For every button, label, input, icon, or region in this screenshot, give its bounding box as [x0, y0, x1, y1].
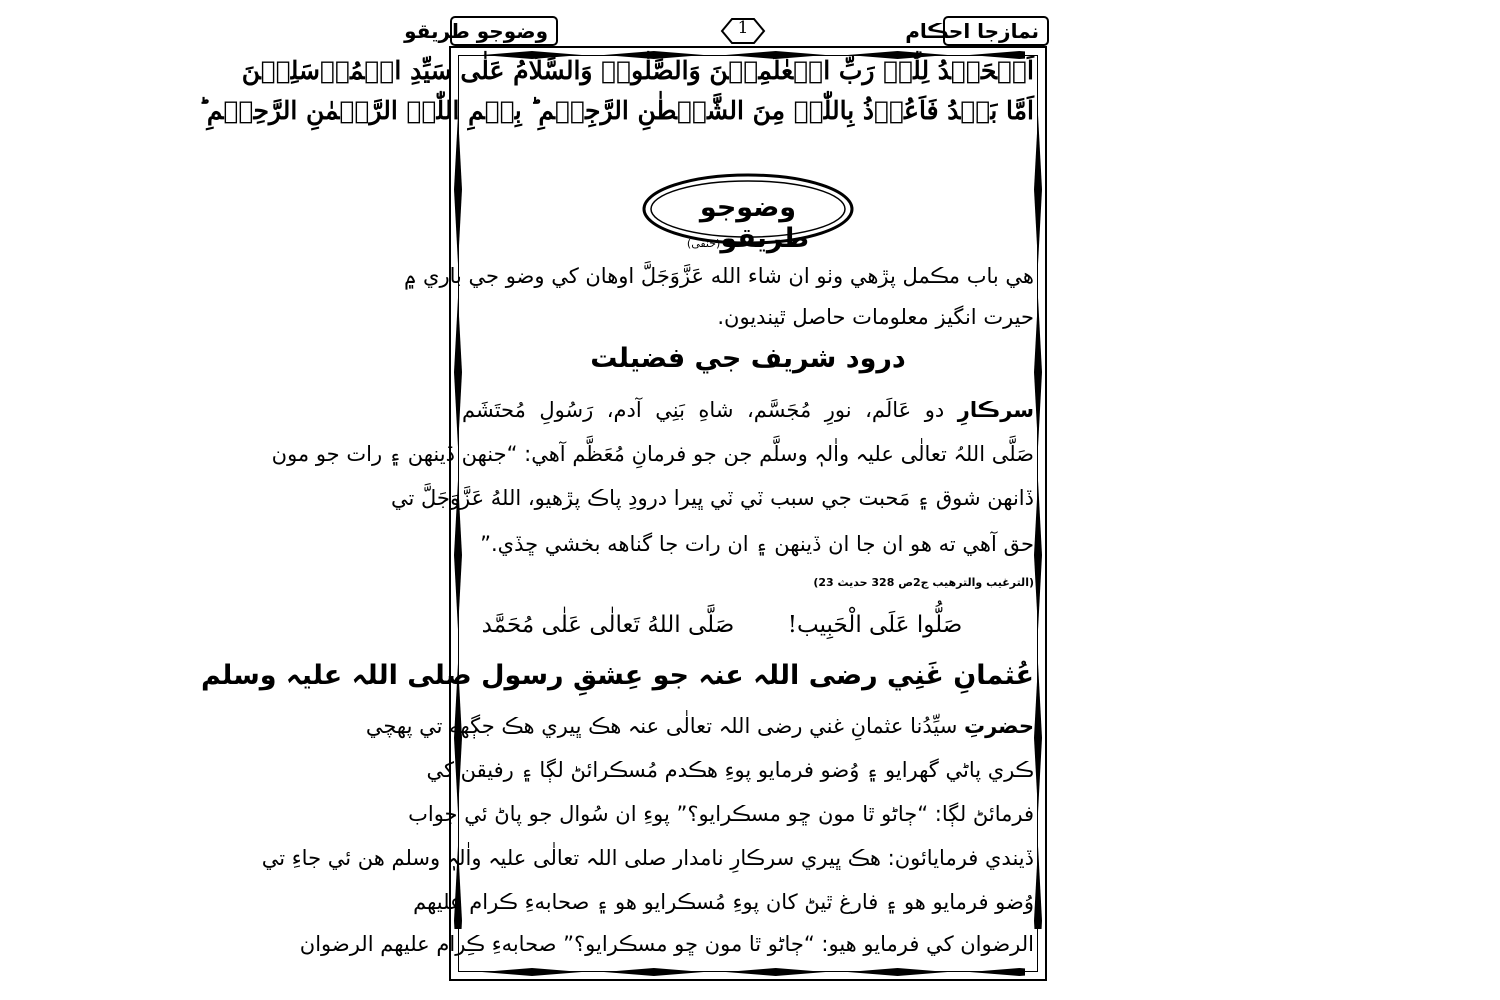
section-heading-usman: عُثمانِ غَنِي رضی اللہ عنہ جو عِشقِ رسول صلی اللہ علیہ وسلم [201, 660, 1034, 691]
opening-line-2: اَمَّا بَعۡدُ فَاَعُوۡذُ بِاللّٰہِ مِنَ الشَّیۡطٰنِ الرَّجِیۡمِ ؕ بِسۡمِ اللّٰہِ الرَّحۡمٰنِ الرَّحِیۡمِ ؕ [198, 96, 1034, 125]
salutation-right: صَلُّوا عَلَى الْحَبِيب! [787, 612, 963, 638]
chapter-title-label: وضوجو طريقو [450, 16, 558, 46]
chapter-title-subscript: (حنفی) [686, 237, 721, 250]
durood-line-3: ڏانهن شوق ۽ مَحبت جي سبب ٽي ٽي ڀيرا درودِ پاڪ پڙهيو، اللهُ عَزَّوَجَلَّ تي [390, 486, 1034, 510]
book-title-label: نمازجا احڪام [943, 16, 1049, 46]
chapter-title-text: وضوجو طريقو [699, 192, 810, 254]
section-heading-durood: درود شريف جي فضيلت [590, 343, 906, 374]
usman-line-3: فرمائڻ لڳا: “ڄاڻو ٿا مون ڇو مسڪرايو؟” پوءِ ان سُوال جو پاڻ ئي جواب [408, 802, 1034, 826]
intro-line-2: حيرت انگيز معلومات حاصل ٿينديون. [717, 305, 1034, 329]
usman-line-6: الرضوان کي فرمايو هيو: “ڄاڻو ٿا مون ڇو مسڪرايو؟” صحابهءِ ڪِرام عليهم الرضوان [299, 932, 1034, 956]
diamond-border-right [1033, 98, 1043, 929]
durood-line-1-lead: سرڪارِ [957, 398, 1034, 422]
usman-line-1 [365, 714, 1034, 738]
usman-line-4: ڏيندي فرمايائون: هڪ ڀيري سرڪارِ نامدار صلی اللہ تعالٰی علیہ واٰلہٖ وسلم هن ئي جاءِ تي [261, 846, 1034, 870]
durood-line-1 [462, 398, 1034, 422]
intro-line-1: هي باب مڪمل پڙهي وٺو ان شاء الله عَزَّوَجَلَّ اوهان کي وضو جي باري ۾ [404, 264, 1034, 288]
hadith-reference: (الترغيب والترهيب ج2ص 328 حديث 23) [813, 576, 1034, 589]
usman-line-1-lead: حضرتِ [964, 714, 1034, 738]
usman-line-1-text: سيِّدُنا عثمانِ غني رضی اللہ تعالٰی عنہ هڪ ڀيري هڪ جڳهه تي پهچي [365, 714, 958, 738]
usman-line-5: وُضو فرمايو هو ۽ فارغ ٿيڻ کان پوءِ مُسڪرايو هو ۽ صحابهءِ ڪرام عليهم [413, 890, 1034, 914]
durood-line-2: صَلَّی اللہُ تعالٰی علیہ واٰلہٖ وسلَّم جن جو فرمانِ مُعَظَّم آهي: “جنهن ڏينهن ۽ رات جو مون [271, 442, 1034, 466]
usman-line-2: ڪري پاڻي گهرايو ۽ وُضو فرمايو پوءِ هڪدم مُسڪرائڻ لڳا ۽ رفيقن کي [426, 758, 1034, 782]
durood-line-1-text: دو عَالَم، نورِ مُجَسَّم، شاهِ بَنِي آدم، رَسُولِ مُحتَشَم [462, 398, 945, 422]
page-number-badge [720, 16, 766, 46]
chapter-title-oval [641, 172, 855, 254]
chapter-title [641, 192, 855, 254]
diamond-border-bottom [471, 967, 1025, 977]
durood-line-4: حق آهي ته هو ان جا ان ڏينهن ۽ ان رات جا گناهه بخشي ڇڏي.” [480, 532, 1034, 556]
salutation-left: صَلَّى اللهُ تَعالٰى عَلٰى مُحَمَّد [481, 612, 735, 638]
opening-line-1: اَلۡحَمۡدُ لِلّٰہِ رَبِّ الۡعٰلَمِیۡنَ وَالصَّلٰوۃُ وَالسَّلَامُ عَلٰی سَیِّدِ الۡمُرۡسَلِیۡنَ [241, 56, 1034, 85]
page-number: 1 [737, 18, 749, 38]
